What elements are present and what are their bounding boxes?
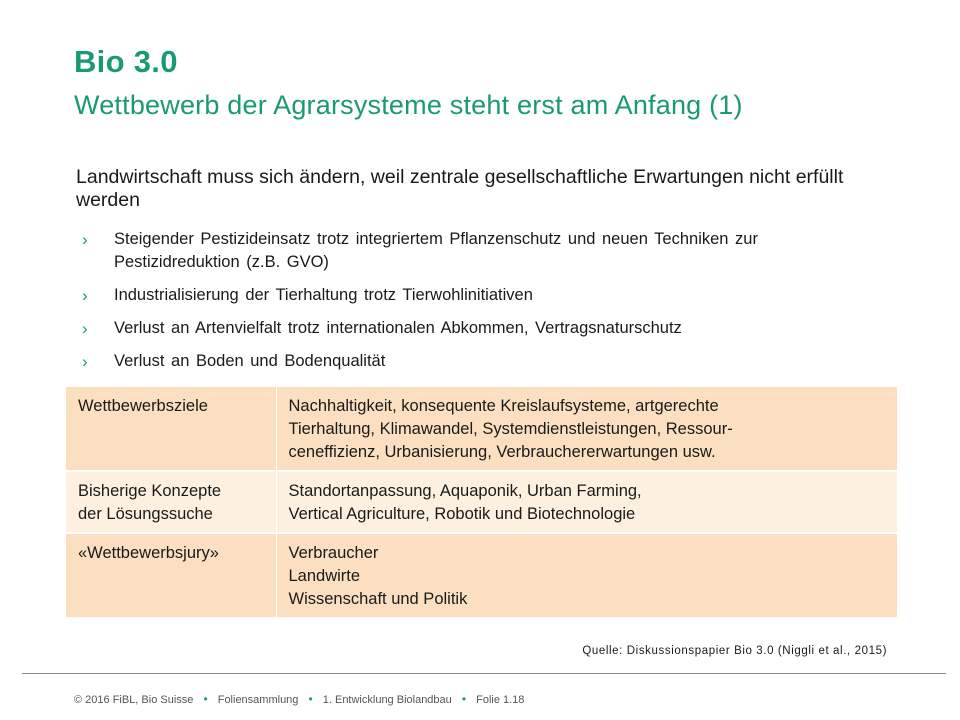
row-label-text: Wettbewerbsziele <box>78 397 208 415</box>
bullet-text: Verlust an Boden und Bodenqualität <box>114 352 386 370</box>
table-row <box>66 533 897 617</box>
row-content <box>276 471 897 533</box>
row-line: ceneffizienz, Urbanisierung, Verbrauchererwartungen usw. <box>288 443 716 461</box>
footer-divider <box>22 673 946 674</box>
competition-table <box>66 387 897 617</box>
chevron-right-icon: › <box>82 319 88 338</box>
row-line: Tierhaltung, Klimawandel, Systemdienstleistungen, Ressour- <box>288 420 733 438</box>
table-row <box>66 471 897 533</box>
chevron-right-icon: › <box>82 230 88 249</box>
row-label <box>66 533 276 617</box>
footer-copyright: © 2016 FiBL, Bio Suisse <box>74 694 194 706</box>
row-line: Nachhaltigkeit, konsequente Kreislaufsysteme, artgerechte <box>288 397 719 415</box>
row-content <box>276 533 897 617</box>
bullet-item <box>82 317 842 340</box>
bullet-item <box>82 228 842 274</box>
slide-title: Bio 3.0 <box>74 44 178 79</box>
chevron-right-icon: › <box>82 286 88 305</box>
table-row <box>66 387 897 471</box>
slide-subtitle: Wettbewerb der Agrarsysteme steht erst am Anfang (1) <box>74 90 743 120</box>
row-line: Standortanpassung, Aquaponik, Urban Farming, <box>288 482 642 500</box>
row-label-line: Bisherige Konzepte <box>78 482 222 500</box>
bullet-text: Industrialisierung der Tierhaltung trotz Tierwohlinitiativen <box>114 286 533 304</box>
row-line: Wissenschaft und Politik <box>288 590 468 608</box>
row-label-line: der Lösungssuche <box>78 505 213 523</box>
bullet-text: Steigender Pestizideinsatz trotz integriertem Pflanzenschutz und neuen Techniken zur Pestizidreduktion (z.B. GVO) <box>114 230 758 271</box>
slide-footer <box>74 692 524 706</box>
row-label <box>66 471 276 533</box>
bullet-dot-icon: • <box>461 692 467 706</box>
footer-chapter: 1. Entwicklung Biolandbau <box>322 694 452 706</box>
chevron-right-icon: › <box>82 352 88 371</box>
bullet-list <box>82 228 842 383</box>
source-citation: Quelle: Diskussionspapier Bio 3.0 (Niggli et al., 2015) <box>582 645 887 657</box>
bullet-dot-icon: • <box>308 692 313 706</box>
row-line: Verbraucher <box>288 544 379 562</box>
intro-text: Landwirtschaft muss sich ändern, weil zentrale gesellschaftliche Erwartungen nicht erfüllt werden <box>76 166 844 211</box>
footer-collection: Foliensammlung <box>217 694 299 706</box>
bullet-dot-icon: • <box>203 692 208 706</box>
row-label <box>66 387 276 471</box>
footer-slide-number: Folie 1.18 <box>476 694 525 706</box>
bullet-text: Verlust an Artenvielfalt trotz internationalen Abkommen, Vertragsnaturschutz <box>114 319 682 337</box>
bullet-item <box>82 350 842 373</box>
row-content <box>276 387 897 471</box>
row-line: Landwirte <box>288 567 361 585</box>
bullet-item <box>82 284 842 307</box>
row-label-text: «Wettbewerbsjury» <box>78 544 219 562</box>
row-line: Vertical Agriculture, Robotik und Biotechnologie <box>288 505 636 523</box>
